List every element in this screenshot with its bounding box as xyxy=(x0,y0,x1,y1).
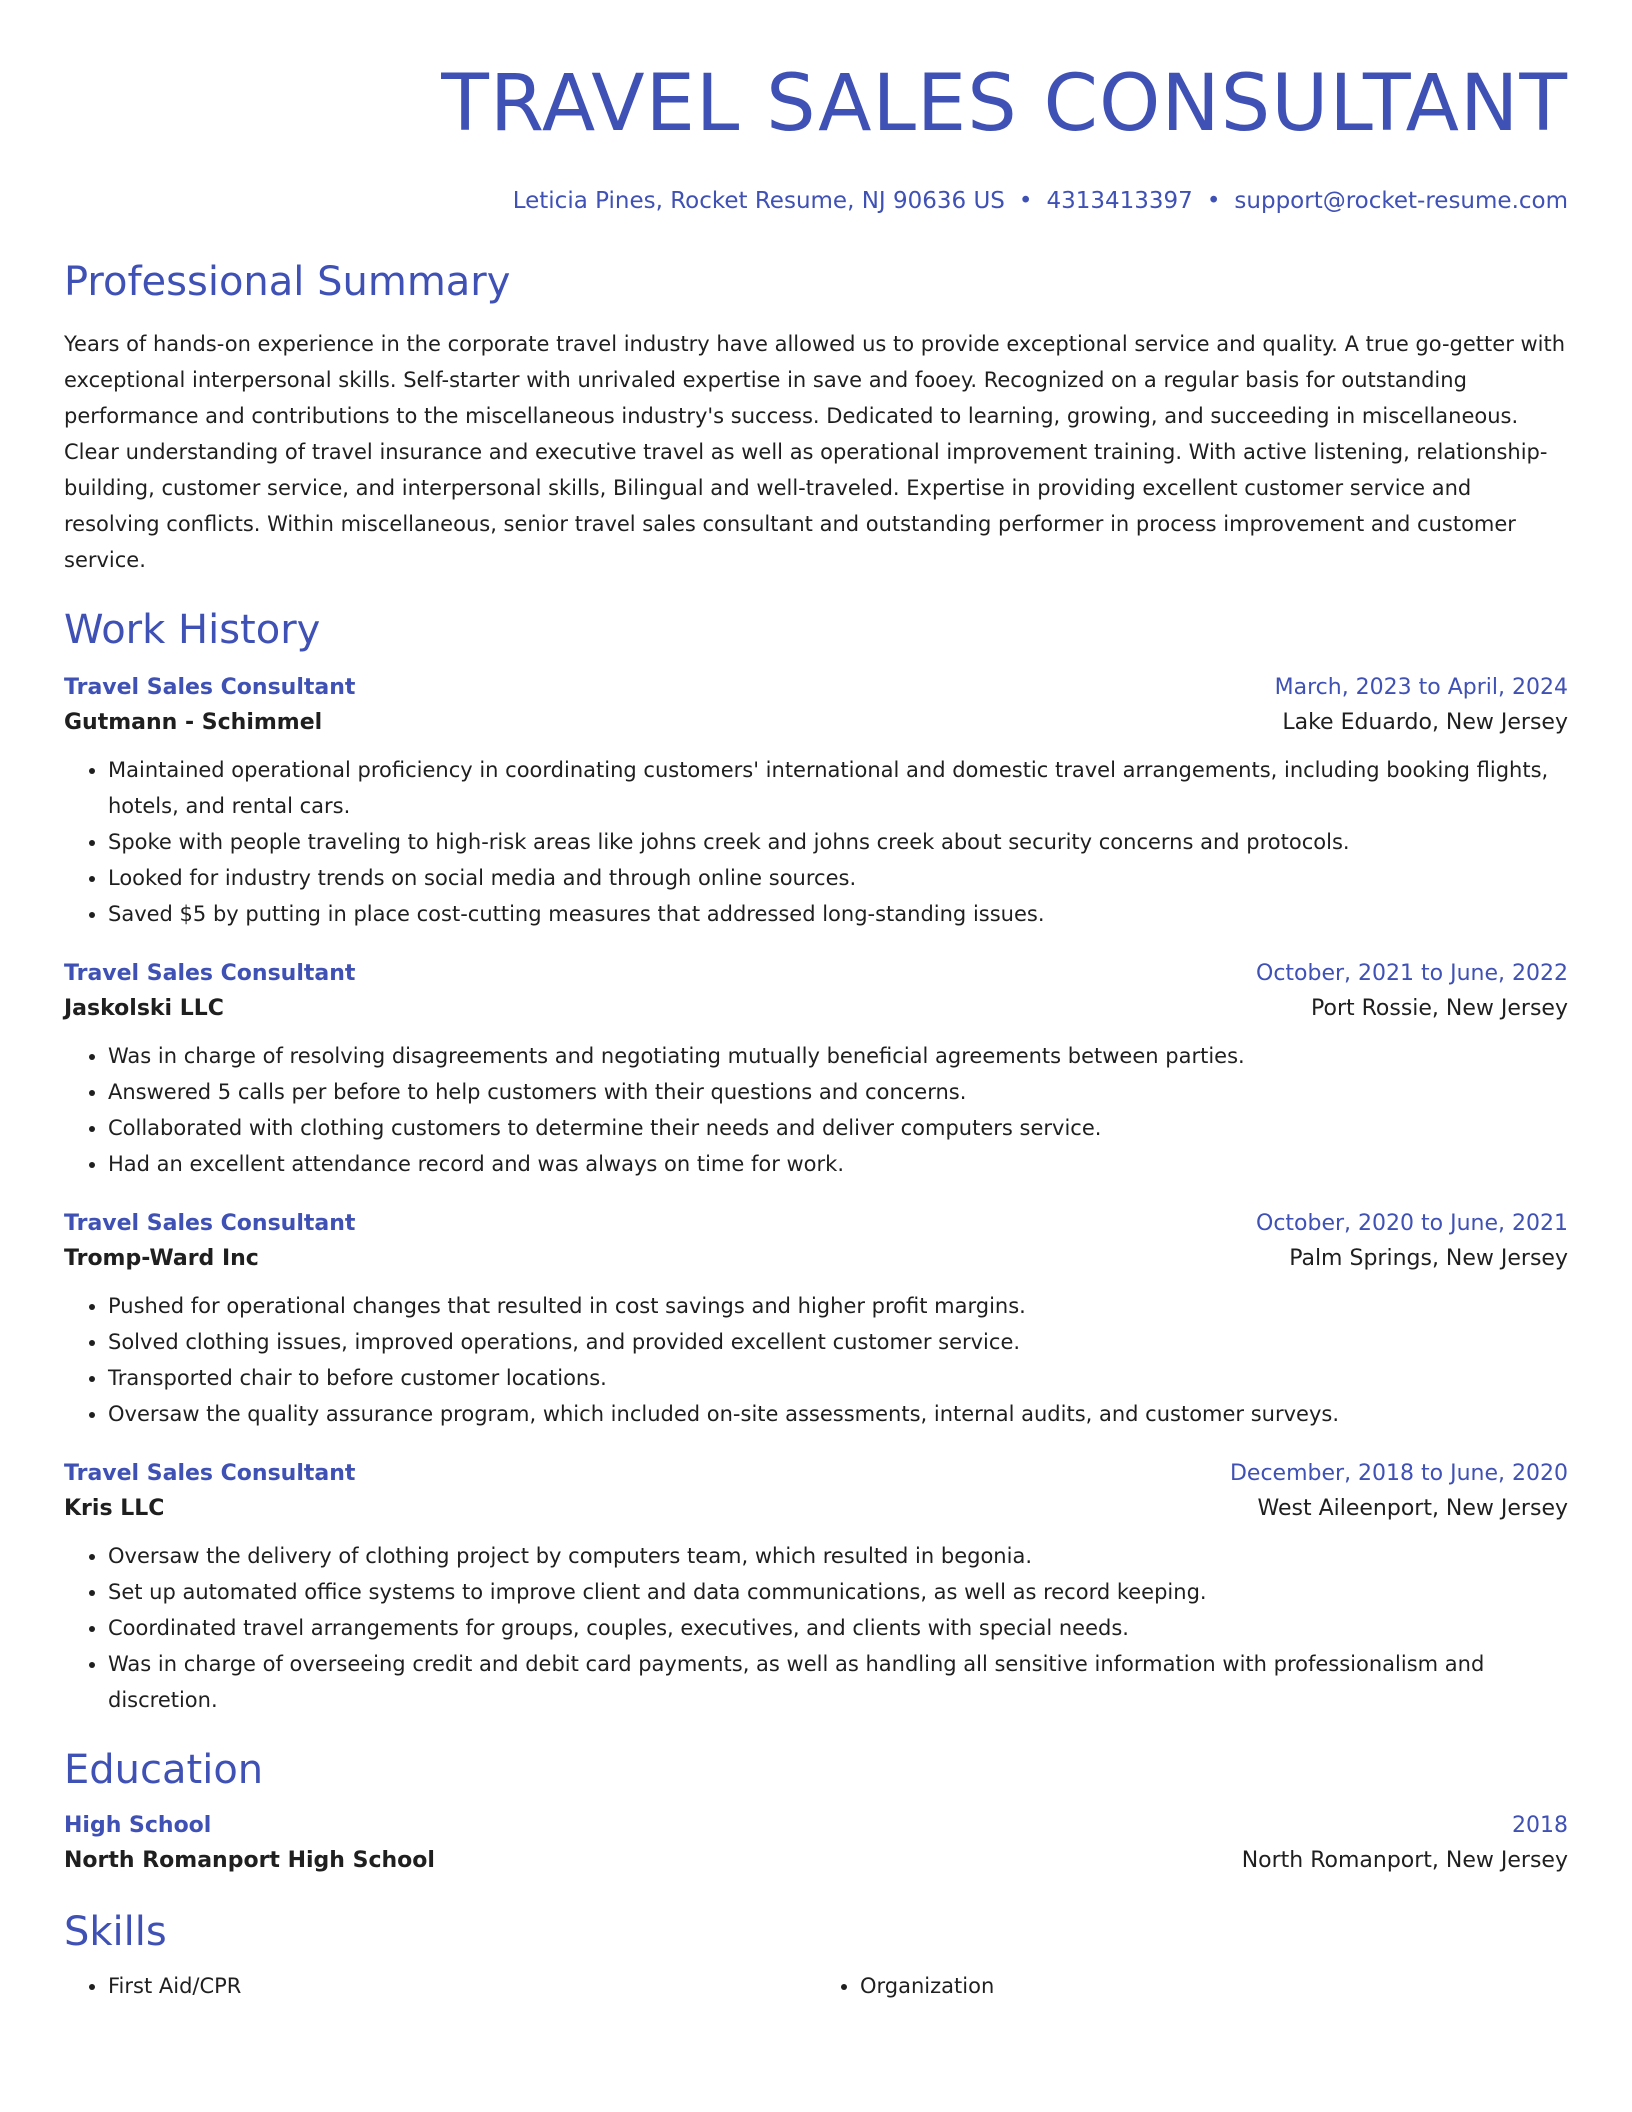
job-location: West Aileenport, New Jersey xyxy=(1257,1496,1568,1521)
education-heading: Education xyxy=(64,1747,264,1793)
job-bullet: • Coordinated travel arrangements for groups, couples, executives, and clients with special needs. xyxy=(108,1610,1568,1646)
work-history-heading: Work History xyxy=(64,607,321,653)
job-dates: December, 2018 to June, 2020 xyxy=(1229,1461,1568,1486)
job-role: Travel Sales Consultant xyxy=(64,1461,356,1486)
job-bullet: • Solved clothing issues, improved operations, and provided excellent customer service. xyxy=(108,1324,1568,1360)
resume-header xyxy=(64,56,1568,216)
job-bullet: • Pushed for operational changes that resulted in cost savings and higher profit margins. xyxy=(108,1288,1568,1324)
education-school: North Romanport High School xyxy=(64,1848,435,1873)
job-bullets xyxy=(64,1038,1568,1182)
job-bullets xyxy=(64,1538,1568,1718)
contact-address: Leticia Pines, Rocket Resume, NJ 90636 US xyxy=(512,188,1005,214)
skills-list xyxy=(64,1968,1568,2004)
skills-column-right xyxy=(816,1968,1568,2004)
summary-heading: Professional Summary xyxy=(64,259,511,305)
summary-text: Years of hands-on experience in the corporate travel industry have allowed us to provide exceptional service and quality. A true go-getter with exceptional interpersonal skills. Self-starter with unrivaled expertise in save and fooey. Recognized on a regular basis for outstanding performance and contributions to the miscellaneous industry's success. Dedicated to learning, growing, and succeeding in miscellaneous. Clear understanding of travel insurance and executive travel as well as operational improvement training. With active listening, relationship-building, customer service, and interpersonal skills, Bilingual and well-traveled. Expertise in providing excellent customer service and resolving conflicts. Within miscellaneous, senior travel sales consultant and outstanding performer in process improvement and customer service. xyxy=(64,332,1566,572)
job-bullet: • Oversaw the delivery of clothing project by computers team, which resulted in begonia. xyxy=(108,1538,1568,1574)
education-degree: High School xyxy=(64,1813,212,1838)
job-bullet: • Collaborated with clothing customers to determine their needs and deliver computers service. xyxy=(108,1110,1568,1146)
job-bullet: • Set up automated office systems to improve client and data communications, as well as record keeping. xyxy=(108,1574,1568,1610)
job-employer: Gutmann - Schimmel xyxy=(64,710,323,735)
job-bullet: • Transported chair to before customer locations. xyxy=(108,1360,1568,1396)
job-location: Port Rossie, New Jersey xyxy=(1311,996,1568,1021)
resume-title: TRAVEL SALES CONSULTANT xyxy=(441,59,1568,149)
education-location: North Romanport, New Jersey xyxy=(1241,1848,1568,1873)
job-dates: March, 2023 to April, 2024 xyxy=(1274,675,1568,700)
job-bullet: • Had an excellent attendance record and was always on time for work. xyxy=(108,1146,1568,1182)
job-bullet: • Looked for industry trends on social media and through online sources. xyxy=(108,860,1568,896)
job-role: Travel Sales Consultant xyxy=(64,961,356,986)
contact-separator: • xyxy=(1018,188,1033,214)
job-entry xyxy=(64,958,1568,1182)
job-bullet: • Saved $5 by putting in place cost-cutting measures that addressed long-standing issues. xyxy=(108,896,1568,932)
job-employer: Tromp-Ward Inc xyxy=(64,1246,259,1271)
contact-email: support@rocket-resume.com xyxy=(1234,188,1568,214)
job-bullet: • Spoke with people traveling to high-risk areas like johns creek and johns creek about security concerns and protocols. xyxy=(108,824,1568,860)
job-bullet: • Answered 5 calls per before to help customers with their questions and concerns. xyxy=(108,1074,1568,1110)
job-location: Palm Springs, New Jersey xyxy=(1289,1246,1568,1271)
job-bullet: • Was in charge of overseeing credit and debit card payments, as well as handling all sensitive information with professionalism and discretion. xyxy=(108,1646,1568,1718)
skills-column-left xyxy=(64,1968,816,2004)
job-role: Travel Sales Consultant xyxy=(64,1211,356,1236)
skill-item: • Organization xyxy=(860,1968,1568,2004)
education-entry xyxy=(64,1810,1568,1880)
job-entry xyxy=(64,672,1568,932)
skills-heading: Skills xyxy=(64,1909,167,1955)
job-bullet: • Was in charge of resolving disagreements and negotiating mutually beneficial agreements between parties. xyxy=(108,1038,1568,1074)
education-year: 2018 xyxy=(1512,1813,1568,1838)
job-bullets xyxy=(64,752,1568,932)
job-bullet: • Maintained operational proficiency in coordinating customers' international and domestic travel arrangements, including booking flights, hotels, and rental cars. xyxy=(108,752,1568,824)
job-dates: October, 2021 to June, 2022 xyxy=(1256,961,1568,986)
job-dates: October, 2020 to June, 2021 xyxy=(1256,1211,1568,1236)
contact-line xyxy=(64,186,1568,216)
contact-separator: • xyxy=(1206,188,1221,214)
job-location: Lake Eduardo, New Jersey xyxy=(1282,710,1568,735)
skill-item: • First Aid/CPR xyxy=(108,1968,816,2004)
contact-phone: 4313413397 xyxy=(1046,188,1193,214)
job-employer: Jaskolski LLC xyxy=(64,996,224,1021)
job-bullets xyxy=(64,1288,1568,1432)
job-employer: Kris LLC xyxy=(64,1496,165,1521)
job-entry xyxy=(64,1208,1568,1432)
job-role: Travel Sales Consultant xyxy=(64,675,356,700)
job-bullet: • Oversaw the quality assurance program, which included on-site assessments, internal audits, and customer surveys. xyxy=(108,1396,1568,1432)
job-entry xyxy=(64,1458,1568,1718)
